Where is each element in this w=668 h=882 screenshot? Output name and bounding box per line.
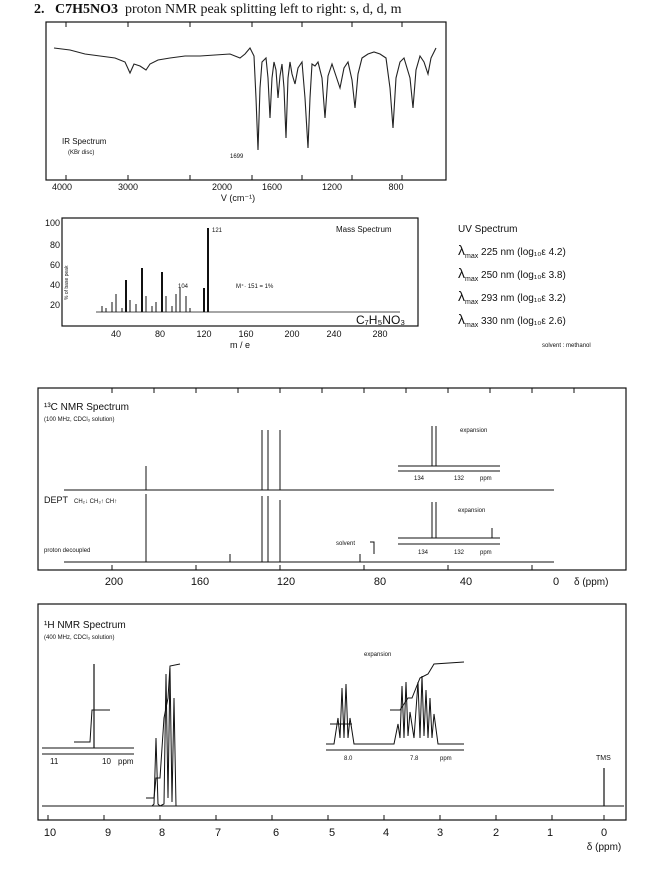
h1-axis-tick: 5: [328, 827, 336, 839]
mass-xlabel: m / e: [229, 340, 251, 350]
c13-exp-tick: ppm: [480, 476, 492, 482]
mass-xtick: 240: [326, 329, 342, 339]
molecular-formula: C7H5NO3: [55, 2, 118, 17]
mass-ytick: 40: [49, 280, 60, 290]
mass-mplus: M⁺· 151 = 1%: [236, 284, 274, 290]
uv-log: (log₁₀ε 3.2): [517, 293, 566, 304]
problem-statement: proton NMR peak splitting left to right: s, d, d, m: [125, 2, 402, 17]
mass-xtick: 40: [110, 329, 122, 339]
mass-yticks: [45, 218, 60, 310]
mass-xticks: [111, 329, 388, 339]
mass-bars: [102, 228, 208, 312]
h1-axis-tick: 7: [214, 827, 222, 839]
uv-spectrum: [458, 222, 658, 354]
c13-axis-tick: 160: [190, 576, 210, 588]
h1-inset-tick: 11: [50, 757, 59, 766]
c13-solvent-label: solvent: [336, 541, 356, 547]
ir-tick-labels: [52, 182, 404, 192]
h1-expansion-integral: [330, 662, 464, 724]
ir-bottom-ticks: [66, 175, 402, 180]
h1-axis-tick: 2: [492, 827, 500, 839]
h1-label: ¹H NMR Spectrum: [44, 620, 126, 631]
c13-axis-tick: 120: [276, 576, 296, 588]
c13-frame: [38, 388, 626, 570]
ir-tick: 3000: [117, 182, 139, 192]
h1-bottom-ticks: [48, 815, 604, 820]
mass-xtick: 280: [372, 329, 388, 339]
c13-axis-title: δ (ppm): [574, 577, 609, 588]
c13-exp-tick: 134: [418, 550, 429, 556]
mass-formula: C₇H₅NO₃: [356, 313, 406, 327]
c13-sublabel: (100 MHz, CDCl₃ solution): [44, 417, 115, 423]
mass-ytick: 100: [44, 218, 60, 228]
ir-peak-label: 1699: [230, 154, 244, 160]
c13-expansion1-peaks: [432, 426, 436, 466]
ir-top-ticks: [66, 22, 402, 27]
h1-axis-title: δ (ppm): [586, 842, 622, 853]
h1-axis-tick: 10: [43, 827, 57, 839]
mass-peak-121: 121: [212, 228, 223, 234]
c13-axis-tick: 200: [104, 576, 124, 588]
c13-decoupled-peaks: [146, 494, 360, 562]
uv-nm: 293 nm: [481, 293, 515, 304]
h1-frame: [38, 604, 626, 820]
mass-ytick: 60: [49, 260, 60, 270]
h1-inset-integral: [74, 710, 110, 742]
c13-axis-tick: 0: [552, 576, 560, 588]
mass-spectrum: [40, 212, 430, 352]
uv-line: $\lambda_{max}$ 293 nm (log₁₀ε 3.2): [458, 288, 566, 306]
mass-peak-104: 104: [178, 284, 189, 290]
h1-axis-tick: 1: [546, 827, 554, 839]
c13-expansion2-label: expansion: [458, 508, 486, 514]
uv-line: $\lambda_{max}$ 250 nm (log₁₀ε 3.8): [458, 265, 566, 283]
mass-ytick: 80: [49, 240, 60, 250]
h1-axis-tick: 8: [158, 827, 166, 839]
h1-exp-tick: 8.0: [344, 756, 353, 762]
c13-axis-tick: 40: [459, 576, 473, 588]
c13-exp-tick: ppm: [480, 550, 492, 556]
h1-exp-tick: 7.8: [410, 756, 419, 762]
ir-trace: [54, 48, 436, 150]
mass-xtick: 160: [238, 329, 254, 339]
h1-inset-tick: 10: [102, 757, 111, 766]
h1-axis-ticks: [44, 827, 607, 839]
ir-tick: 4000: [51, 182, 73, 192]
mass-ylabel: % of base peak: [64, 265, 70, 300]
c13-expansion1-label: expansion: [460, 428, 488, 434]
h1-axis-tick: 6: [272, 827, 280, 839]
c13-label: ¹³C NMR Spectrum: [44, 402, 130, 413]
h1-tms-label: TMS: [596, 755, 611, 762]
mass-xtick: 200: [284, 329, 300, 339]
c13-exp-tick: 132: [454, 550, 465, 556]
mass-ytick: 20: [49, 300, 60, 310]
ir-axis-title: V (cm⁻¹): [220, 193, 256, 203]
c13-bottom-ticks: [112, 565, 532, 570]
c13-expansion2-ticks: [418, 550, 492, 556]
mass-frame: [62, 218, 418, 326]
ir-label: IR Spectrum: [62, 137, 107, 146]
h1-axis-tick: 0: [600, 827, 608, 839]
h1-expansion-ticks: [344, 756, 452, 762]
ir-frame: [46, 22, 446, 180]
uv-nm: 330 nm: [481, 316, 515, 327]
c13-axis-ticks: [105, 576, 559, 588]
h1-expansion-label: expansion: [364, 652, 392, 658]
h1-nmr-spectrum: [34, 598, 634, 866]
c13-dept-peaks: [146, 430, 280, 490]
c13-dept-types: CH₂↓ CH₃↑ CH↑: [74, 499, 118, 505]
mass-xtick: 80: [154, 329, 166, 339]
c13-top-ticks: [112, 388, 574, 393]
ir-spectrum: [40, 18, 450, 208]
c13-decoupled-label: proton decoupled: [44, 548, 91, 554]
h1-exp-tick: ppm: [440, 756, 452, 762]
c13-nmr-spectrum: [34, 384, 634, 598]
ir-tick: 1200: [321, 182, 343, 192]
h1-sublabel: (400 MHz, CDCl₃ solution): [44, 635, 115, 641]
uv-line: $\lambda_{max}$ 225 nm (log₁₀ε 4.2): [458, 242, 566, 260]
problem-number: 2.: [34, 2, 45, 17]
c13-dept-label: DEPT: [44, 495, 69, 505]
c13-axis-tick: 80: [373, 576, 387, 588]
h1-axis-tick: 9: [104, 827, 112, 839]
uv-label: UV Spectrum: [458, 224, 518, 235]
ir-sublabel: (KBr disc): [68, 150, 95, 156]
ir-tick: 2000: [211, 182, 233, 192]
mass-label: Mass Spectrum: [336, 225, 392, 234]
c13-solvent-arrow: [370, 542, 374, 554]
ir-tick: 1600: [261, 182, 283, 192]
uv-log: (log₁₀ε 4.2): [517, 247, 566, 258]
h1-inset-tick: ppm: [118, 757, 134, 766]
problem-title: [34, 2, 402, 18]
uv-nm: 225 nm: [481, 247, 515, 258]
h1-axis-tick: 3: [436, 827, 444, 839]
c13-exp-tick: 132: [454, 476, 465, 482]
c13-exp-tick: 134: [414, 476, 425, 482]
mass-xtick: 120: [196, 329, 212, 339]
uv-nm: 250 nm: [481, 270, 515, 281]
uv-log: (log₁₀ε 3.8): [517, 270, 566, 281]
c13-expansion1-ticks: [414, 476, 492, 482]
uv-line: $\lambda_{max}$ 330 nm (log₁₀ε 2.6): [458, 311, 566, 329]
ir-tick: 800: [388, 182, 404, 192]
uv-solvent: solvent : methanol: [542, 343, 591, 349]
uv-log: (log₁₀ε 2.6): [517, 316, 566, 327]
h1-axis-tick: 4: [382, 827, 390, 839]
